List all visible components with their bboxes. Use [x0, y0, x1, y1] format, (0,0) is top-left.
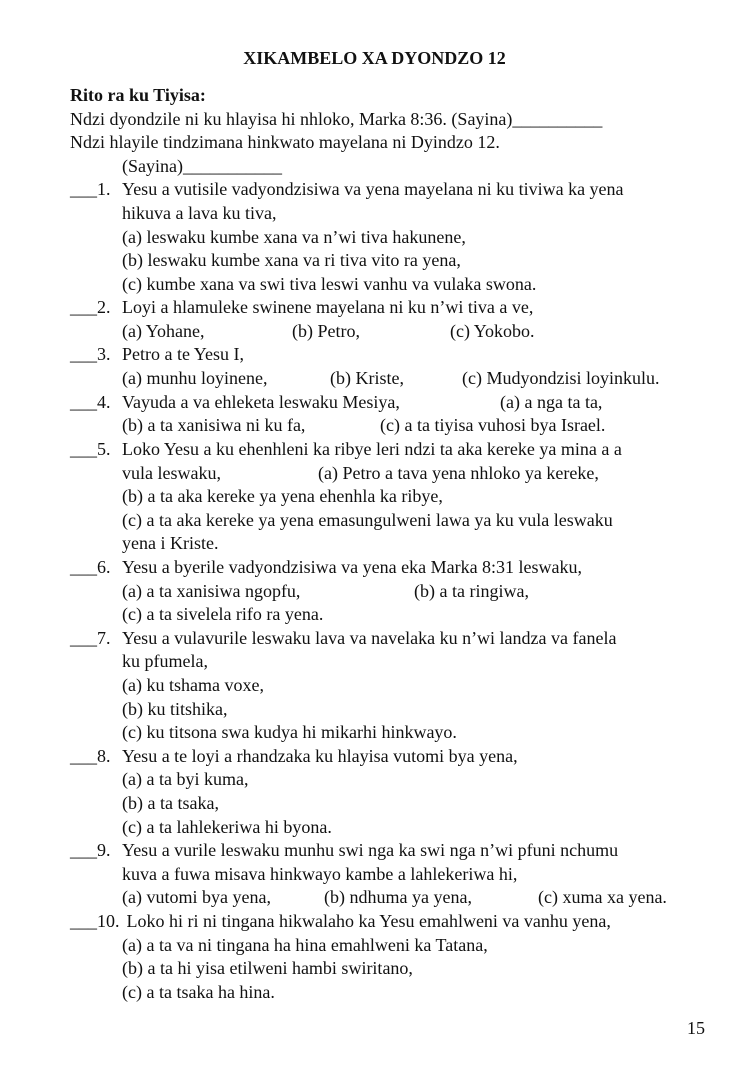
- answer-blank[interactable]: ___8.: [70, 746, 111, 766]
- option: (a) a ta byi kuma,: [122, 769, 249, 789]
- memory-line-1: Ndzi dyondzile ni ku hlayisa hi nhloko, Marka 8:36. (Sayina)__________: [70, 109, 603, 129]
- page-number: 15: [687, 1018, 705, 1038]
- answer-blank[interactable]: ___10.: [70, 911, 120, 931]
- question-text: Yesu a vulavurile leswaku lava va navelaka ku n’wi landza va fanela: [122, 628, 617, 648]
- option: (b) Kriste,: [330, 368, 404, 388]
- question-text: Petro a te Yesu I,: [122, 344, 244, 364]
- option: (b) a ta aka kereke ya yena ehenhla ka ribye,: [122, 486, 443, 506]
- option: (b) ndhuma ya yena,: [324, 887, 472, 907]
- question-text: Vayuda a va ehleketa leswaku Mesiya,: [122, 392, 400, 412]
- question-text: Yesu a te loyi a rhandzaka ku hlayisa vutomi bya yena,: [122, 746, 518, 766]
- option: (c) xuma xa yena.: [538, 887, 667, 907]
- option: (b) ku titshika,: [122, 699, 228, 719]
- option: (a) Yohane,: [122, 321, 205, 341]
- option: (b) a ta xanisiwa ni ku fa,: [122, 415, 306, 435]
- question-text-cont: kuva a fuwa misava hinkwayo kambe a lahlekeriwa hi,: [122, 864, 518, 884]
- option: (a) leswaku kumbe xana va n’wi tiva hakunene,: [122, 227, 466, 247]
- answer-blank[interactable]: ___3.: [70, 344, 111, 364]
- option: (c) a ta sivelela rifo ra yena.: [122, 604, 324, 624]
- answer-blank[interactable]: ___1.: [70, 179, 111, 199]
- option: (b) a ta tsaka,: [122, 793, 219, 813]
- question-text: Yesu a vurile leswaku munhu swi nga ka swi nga n’wi pfuni nchumu: [122, 840, 619, 860]
- answer-blank[interactable]: ___6.: [70, 557, 111, 577]
- option-cont: yena i Kriste.: [122, 533, 219, 553]
- option: (b) leswaku kumbe xana va ri tiva vito ra yena,: [122, 250, 461, 270]
- answer-blank[interactable]: ___5.: [70, 439, 111, 459]
- option: (b) a ta hi yisa etilweni hambi swiritano,: [122, 958, 413, 978]
- option: (b) a ta ringiwa,: [414, 581, 529, 601]
- answer-blank[interactable]: ___4.: [70, 392, 111, 412]
- answer-blank[interactable]: ___9.: [70, 840, 111, 860]
- option: (c) kumbe xana va swi tiva leswi vanhu va vulaka swona.: [122, 274, 537, 294]
- memory-verse-heading: Rito ra ku Tiyisa:: [70, 85, 206, 105]
- answer-blank[interactable]: ___7.: [70, 628, 111, 648]
- option: (a) vutomi bya yena,: [122, 887, 271, 907]
- option: (a) a nga ta ta,: [500, 392, 603, 412]
- option: (a) ku tshama voxe,: [122, 675, 264, 695]
- option: (a) munhu loyinene,: [122, 368, 268, 388]
- page-title: XIKAMBELO XA DYONDZO 12: [243, 48, 506, 68]
- option: (a) a ta xanisiwa ngopfu,: [122, 581, 301, 601]
- memory-signature-line: (Sayina)___________: [122, 156, 282, 176]
- option: (c) ku titsona swa kudya hi mikarhi hinkwayo.: [122, 722, 457, 742]
- question-text-cont: ku pfumela,: [122, 651, 208, 671]
- option: (a) Petro a tava yena nhloko ya kereke,: [318, 463, 599, 483]
- option: (a) a ta va ni tingana ha hina emahlweni ka Tatana,: [122, 935, 488, 955]
- question-text: Yesu a byerile vadyondzisiwa va yena eka Marka 8:31 leswaku,: [122, 557, 583, 577]
- question-text: Loko Yesu a ku ehenhleni ka ribye leri ndzi ta aka kereke ya mina a a: [122, 439, 622, 459]
- option: (c) Mudyondzisi loyinkulu.: [462, 368, 660, 388]
- question-text-cont: hikuva a lava ku tiva,: [122, 203, 277, 223]
- memory-line-2: Ndzi hlayile tindzimana hinkwato mayelana ni Dyindzo 12.: [70, 132, 500, 152]
- question-text-cont: vula leswaku,: [122, 463, 221, 483]
- option: (c) a ta tiyisa vuhosi bya Israel.: [380, 415, 606, 435]
- question-text: Loyi a hlamuleke swinene mayelana ni ku n’wi tiva a ve,: [122, 297, 534, 317]
- option: (c) Yokobo.: [450, 321, 535, 341]
- answer-blank[interactable]: ___2.: [70, 297, 111, 317]
- option: (c) a ta lahlekeriwa hi byona.: [122, 817, 332, 837]
- option: (b) Petro,: [292, 321, 360, 341]
- option: (c) a ta aka kereke ya yena emasungulweni lawa ya ku vula leswaku: [122, 510, 613, 530]
- question-text: Loko hi ri ni tingana hikwalaho ka Yesu emahlweni va vanhu yena,: [122, 911, 611, 931]
- question-text: Yesu a vutisile vadyondzisiwa va yena mayelana ni ku tiviwa ka yena: [122, 179, 624, 199]
- option: (c) a ta tsaka ha hina.: [122, 982, 275, 1002]
